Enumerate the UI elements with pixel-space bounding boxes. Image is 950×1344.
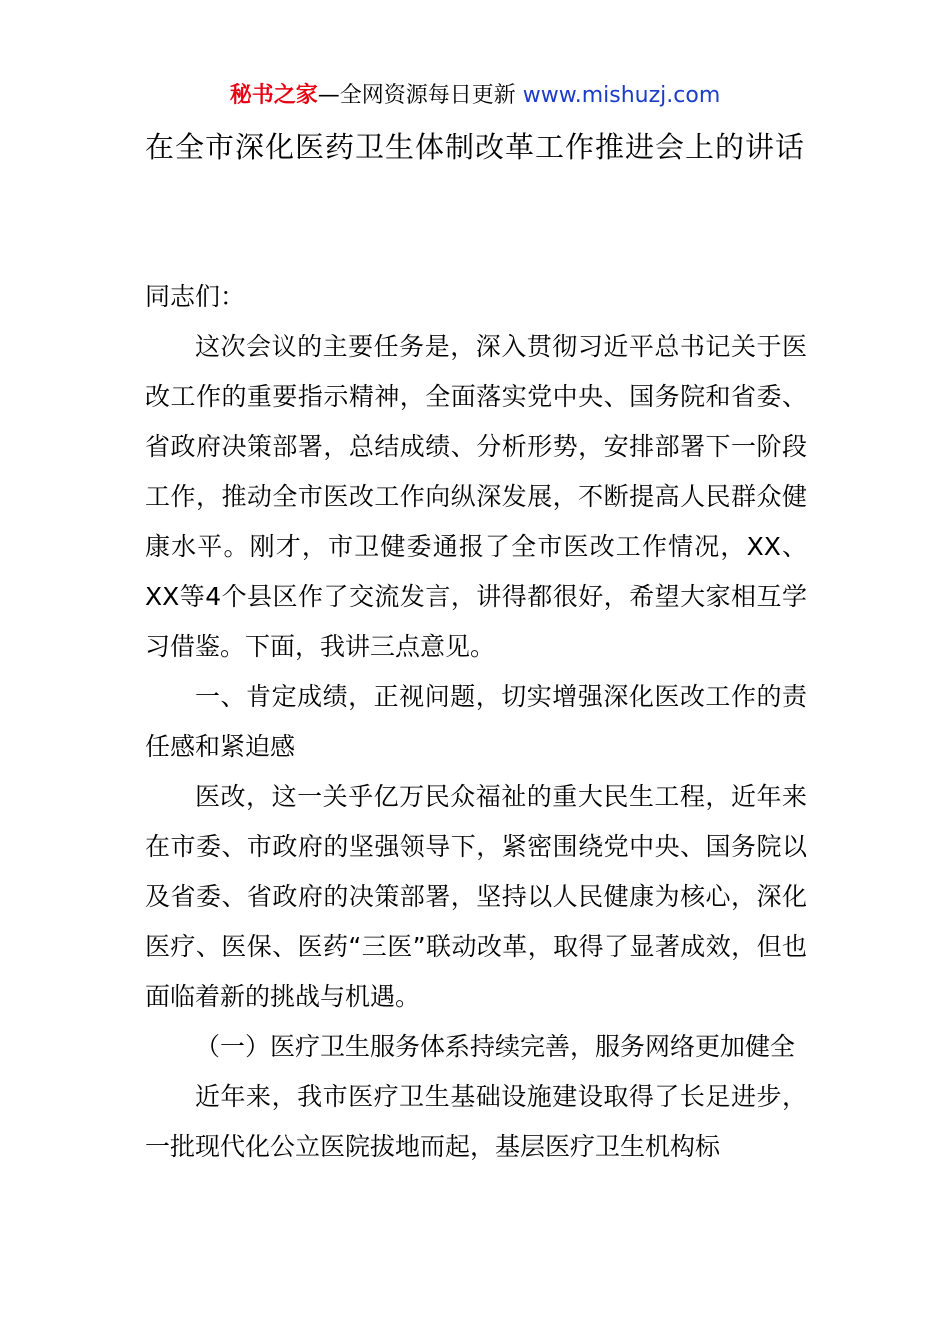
document-body (145, 272, 807, 1172)
section-heading-1: 一、肯定成绩，正视问题，切实增强深化医改工作的责任感和紧迫感 (145, 682, 807, 761)
site-header (0, 80, 950, 112)
document-title: 在全市深化医药卫生体制改革工作推进会上的讲话 (144, 130, 805, 164)
salutation: 同志们： (145, 282, 246, 311)
site-tagline: —全网资源每日更新 (317, 83, 516, 108)
site-brand: 秘书之家 (229, 83, 318, 108)
paragraph-subsection-1: 近年来，我市医疗卫生基础设施建设取得了长足进步，一批现代化公立医院拔地而起，基层医疗卫生机构标 (145, 1082, 807, 1161)
site-url-link[interactable]: www.mishuzj.com (522, 83, 721, 108)
subsection-heading-1: （一）医疗卫生服务体系持续完善，服务网络更加健全 (195, 1032, 796, 1061)
paragraph-section-1: 医改，这一关乎亿万民众福祉的重大民生工程，近年来在市委、市政府的坚强领导下，紧密围绕党中央、国务院以及省委、省政府的决策部署，坚持以人民健康为核心，深化医疗、医保、医药“三医”联动改革，取得了显著成效，但也面临着新的挑战与机遇。 (145, 782, 807, 1011)
paragraph-intro: 这次会议的主要任务是，深入贯彻习近平总书记关于医改工作的重要指示精神，全面落实党中央、国务院和省委、省政府决策部署，总结成绩、分析形势，安排部署下一阶段工作，推动全市医改工作向纵深发展，不断提高人民群众健康水平。刚才，市卫健委通报了全市医改工作情况，XX、XX等4个县区作了交流发言，讲得都很好，希望大家相互学习借鉴。下面，我讲三点意见。 (145, 332, 807, 661)
